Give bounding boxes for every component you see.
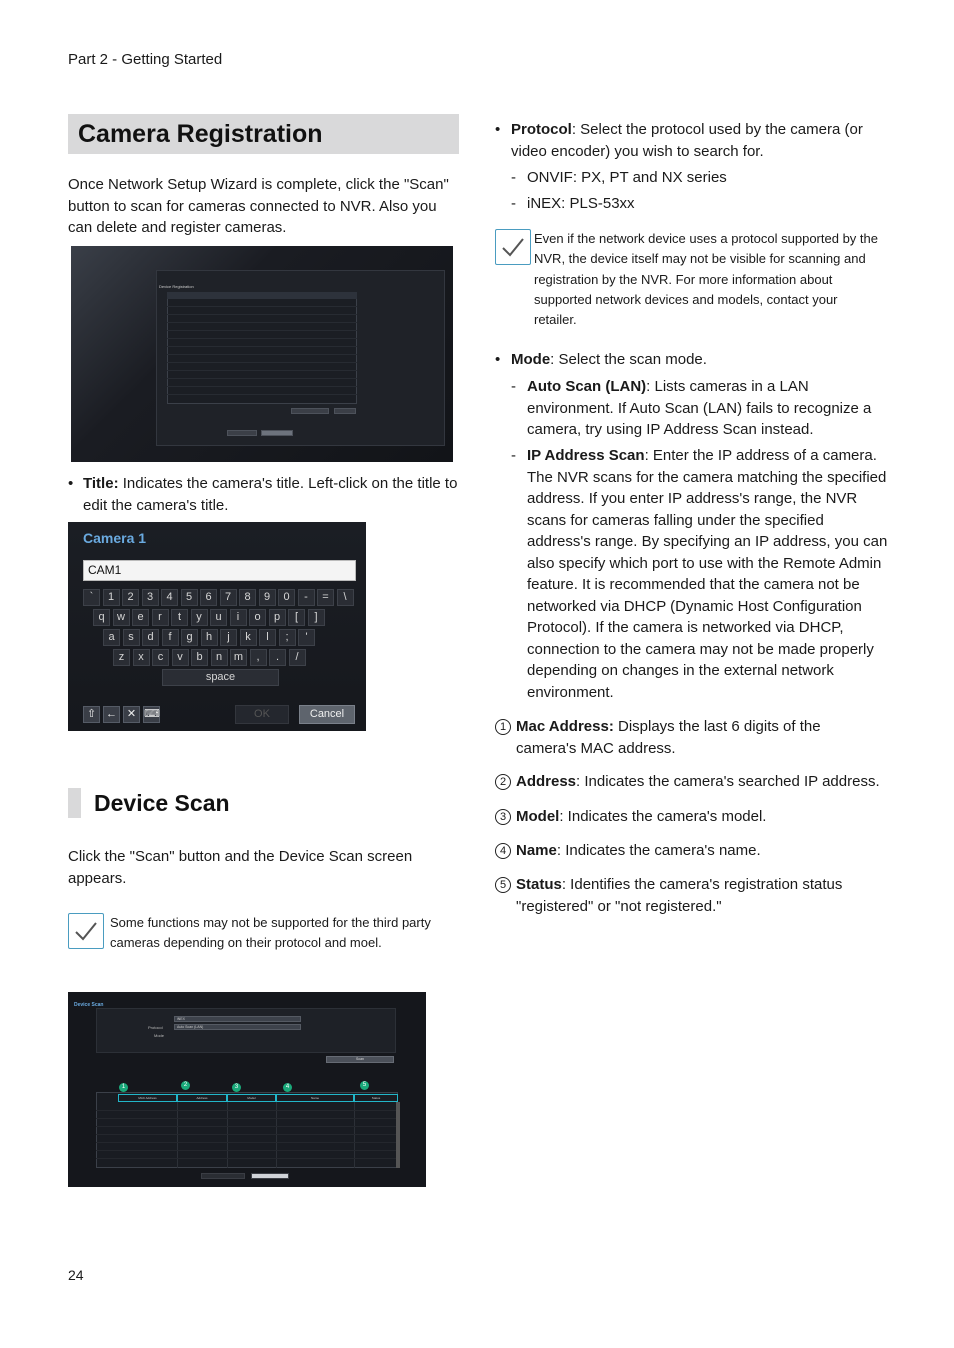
key-3-2[interactable]: c	[152, 649, 169, 666]
key-0-6[interactable]: 6	[200, 589, 217, 606]
note-text-right: Even if the network device uses a protocol supported by the NVR, the device itself may not be visible for scanning and registration by the NVR. For more information about supported network devices and models, contact your retailer.	[534, 231, 878, 328]
key-0-3[interactable]: 3	[142, 589, 159, 606]
key-2-10[interactable]: '	[298, 629, 315, 646]
auto-scan-term: Auto Scan (LAN)	[527, 378, 647, 395]
scan-window-title: Device Scan	[74, 1002, 104, 1008]
key-3-1[interactable]: x	[133, 649, 150, 666]
scan-button[interactable]	[334, 408, 356, 414]
registration-window-title: Device Registration	[159, 284, 194, 289]
key-0-13[interactable]: \	[337, 589, 354, 606]
cancel-button[interactable]: Cancel	[299, 705, 355, 724]
key-0-12[interactable]: =	[317, 589, 334, 606]
key-1-5[interactable]: y	[191, 609, 208, 626]
key-3-3[interactable]: v	[172, 649, 189, 666]
key-2-8[interactable]: l	[259, 629, 276, 646]
column-mac-address[interactable]: MAC Address	[118, 1094, 177, 1102]
protocol-label: Protocol	[148, 1025, 163, 1030]
key-2-5[interactable]: h	[201, 629, 218, 646]
ok-button[interactable]	[261, 430, 293, 436]
registration-table	[167, 292, 357, 404]
key-1-6[interactable]: u	[210, 609, 227, 626]
dialog-title: Camera 1	[83, 530, 147, 546]
callout-marker-3: 3	[232, 1083, 241, 1092]
column-name[interactable]: Name	[276, 1094, 354, 1102]
note-box	[68, 913, 463, 957]
clear-icon[interactable]: ✕	[123, 706, 140, 723]
space-key[interactable]: space	[162, 669, 279, 686]
shift-icon[interactable]: ⇧	[83, 706, 100, 723]
scan-button[interactable]: Scan	[326, 1056, 394, 1063]
key-1-2[interactable]: e	[132, 609, 149, 626]
callout-marker-1: 1	[119, 1083, 128, 1092]
key-1-4[interactable]: t	[171, 609, 188, 626]
protocol-desc: : Select the protocol used by the camera (or video encoder) you wish to search for.	[511, 121, 863, 160]
key-1-8[interactable]: o	[249, 609, 266, 626]
note-check-icon	[68, 913, 104, 949]
key-0-5[interactable]: 5	[181, 589, 198, 606]
callout-marker-4: 4	[283, 1083, 292, 1092]
scrollbar[interactable]	[396, 1102, 400, 1168]
key-1-0[interactable]: q	[93, 609, 110, 626]
ok-button[interactable]: OK	[235, 705, 289, 724]
column-model[interactable]: Model	[227, 1094, 276, 1102]
protocol-term: Protocol	[511, 121, 572, 138]
mode-select[interactable]: Auto Scan (LAN)	[174, 1024, 301, 1030]
key-0-4[interactable]: 4	[161, 589, 178, 606]
backspace-icon[interactable]: ←	[103, 706, 120, 723]
key-1-10[interactable]: [	[288, 609, 305, 626]
callout-marker-2: 2	[181, 1081, 190, 1090]
device-registration-screenshot	[71, 246, 453, 462]
camera-title-input[interactable]: CAM1	[83, 560, 356, 581]
register-button[interactable]	[251, 1173, 289, 1179]
auto-scan-desc: : Lists cameras in a LAN environment. If Auto Scan (LAN) fails to recognize a camera, try using IP Address Scan instead.	[527, 378, 872, 438]
key-1-7[interactable]: i	[230, 609, 247, 626]
ip-scan-term: IP Address Scan	[527, 447, 645, 464]
key-2-0[interactable]: a	[103, 629, 120, 646]
section-title-bar	[68, 114, 459, 154]
key-2-4[interactable]: g	[181, 629, 198, 646]
key-3-9[interactable]: /	[289, 649, 306, 666]
key-1-11[interactable]: ]	[308, 609, 325, 626]
mode-desc: : Select the scan mode.	[550, 351, 707, 368]
key-1-9[interactable]: p	[269, 609, 286, 626]
column-address[interactable]: Address	[177, 1094, 227, 1102]
note-box-right	[495, 229, 890, 333]
cancel-button[interactable]	[227, 430, 257, 436]
page-number: 24	[68, 1267, 84, 1283]
section-title: Camera Registration	[78, 120, 323, 148]
key-3-5[interactable]: n	[211, 649, 228, 666]
key-0-7[interactable]: 7	[220, 589, 237, 606]
intro-paragraph: Once Network Setup Wizard is complete, click the "Scan" button to scan for cameras connected to NVR. Also you can delete and register cameras.	[68, 176, 449, 236]
callout-marker-5: 5	[360, 1081, 369, 1090]
key-2-3[interactable]: f	[162, 629, 179, 646]
key-0-10[interactable]: 0	[278, 589, 295, 606]
title-term: Title:	[83, 475, 119, 492]
key-2-6[interactable]: j	[220, 629, 237, 646]
note-text: Some functions may not be supported for the third party cameras depending on their protocol and moel.	[110, 915, 431, 951]
note-check-icon	[495, 229, 531, 265]
key-1-3[interactable]: r	[152, 609, 169, 626]
key-0-9[interactable]: 9	[259, 589, 276, 606]
key-2-2[interactable]: d	[142, 629, 159, 646]
title-desc: Indicates the camera's title. Left-click on the title to edit the camera's title.	[83, 475, 458, 514]
device-scan-paragraph: Click the "Scan" button and the Device Scan screen appears.	[68, 848, 413, 887]
key-1-1[interactable]: w	[113, 609, 130, 626]
protocol-select[interactable]: iNEX	[174, 1016, 301, 1022]
keyboard-icon[interactable]: ⌨	[143, 706, 160, 723]
key-0-8[interactable]: 8	[239, 589, 256, 606]
scan-results-table	[96, 1092, 398, 1168]
cancel-button[interactable]	[201, 1173, 245, 1179]
key-3-6[interactable]: m	[230, 649, 247, 666]
key-0-1[interactable]: 1	[103, 589, 120, 606]
key-3-7[interactable]: ,	[250, 649, 267, 666]
key-0-0[interactable]: `	[83, 589, 100, 606]
advanced-button[interactable]	[291, 408, 329, 414]
device-scan-screenshot	[68, 992, 426, 1187]
device-scan-title: Device Scan	[94, 790, 230, 816]
mode-label: Mode	[154, 1033, 165, 1038]
key-2-7[interactable]: k	[240, 629, 257, 646]
key-3-8[interactable]: .	[269, 649, 286, 666]
page-header: Part 2 - Getting Started	[68, 51, 223, 68]
key-3-4[interactable]: b	[191, 649, 208, 666]
key-3-0[interactable]: z	[113, 649, 130, 666]
key-0-2[interactable]: 2	[122, 589, 139, 606]
key-0-11[interactable]: -	[298, 589, 315, 606]
ip-scan-desc: : Enter the IP address of a camera. The NVR scans for the camera matching the specified address. If you enter IP address's range, the NVR scans for cameras falling under the specified address's range. By specifying an IP address, you can also specify which port to use with the Remote Admin feature. It is recommended that the camera not be networked via DHCP (Dynamic Host Configuration Protocol). If the camera is networked via DHCP, connection to the camera may not be made properly depending on changes in the external network environment.	[527, 447, 888, 701]
column-status[interactable]: Status	[354, 1094, 398, 1102]
key-2-9[interactable]: ;	[279, 629, 296, 646]
key-2-1[interactable]: s	[123, 629, 140, 646]
mode-term: Mode	[511, 351, 551, 368]
camera-title-keyboard-screenshot	[68, 522, 366, 731]
virtual-keyboard	[83, 589, 358, 699]
